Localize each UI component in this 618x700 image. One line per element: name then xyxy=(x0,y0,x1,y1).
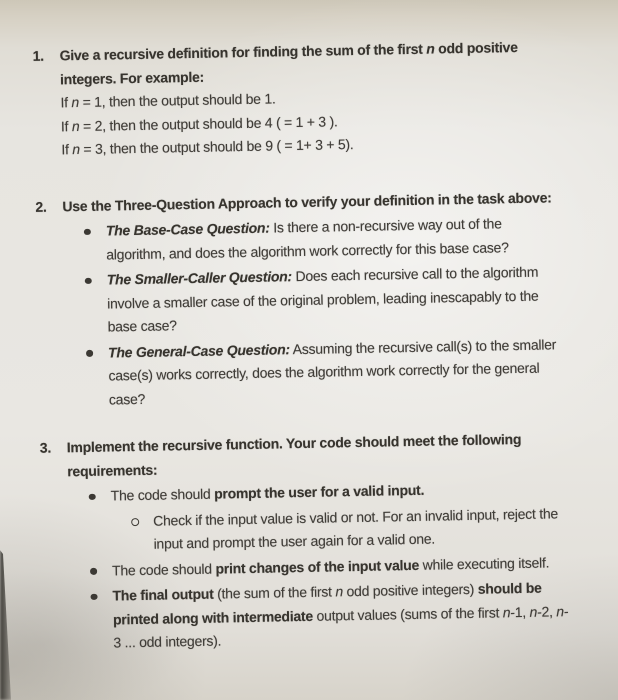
bullet-text: The final output (the sum of the first n odd positive integers) should be printed along with intermediate output values (sums of the first n-1, n-2, n-3 ... odd integers). xyxy=(112,579,569,651)
task-3-content xyxy=(67,427,570,656)
bullet-icon xyxy=(64,269,108,340)
bullet-text: The Base-Case Question: Is there a non-recursive way out of the algorithm, and does the algorithm work correctly for this base case? xyxy=(105,215,509,263)
task-3 xyxy=(40,427,570,656)
task-3-number: 3. xyxy=(39,439,52,456)
sub-bullet-text: Check if the input value is valid or not. For an invalid input, reject the input and prompt the user again for a valid one. xyxy=(153,504,559,552)
filled-circle-icon xyxy=(90,568,97,575)
task-2 xyxy=(35,186,565,413)
bullet-item-smaller-caller xyxy=(64,260,564,340)
bullet-text: The code should prompt the user for a valid input. xyxy=(110,481,425,504)
filled-circle-icon xyxy=(85,277,92,284)
bullet-item-final-output xyxy=(69,576,569,656)
filled-circle-icon xyxy=(89,493,96,500)
task-1-number: 1. xyxy=(32,47,44,64)
task-1 xyxy=(32,35,560,162)
bullet-text: The Smaller-Caller Question: Does each recursive call to the algorithm involve a smaller case of the original problem, leading inescapably to the base case? xyxy=(106,263,539,335)
task-2-heading: Use the Three-Question Approach to verify your definition in the task above: xyxy=(62,188,552,214)
filled-circle-icon xyxy=(84,228,91,235)
bullet-item-general-case xyxy=(65,333,565,413)
paper-edge-shadow xyxy=(0,550,16,700)
bullet-icon xyxy=(69,559,112,583)
open-circle-icon xyxy=(131,517,139,525)
example-line-n2: If n = 2, then the output should be 4 ( = 1 + 3 ). xyxy=(60,112,338,134)
example-line-n1: If n = 1, then the output should be 1. xyxy=(60,90,276,111)
assignment-document xyxy=(32,35,569,656)
bullet-icon xyxy=(63,220,107,268)
task-2-number: 2. xyxy=(35,198,47,215)
task-2-content xyxy=(62,186,565,413)
filled-circle-icon xyxy=(91,593,98,600)
bullet-icon xyxy=(65,341,109,412)
sub-bullet-icon xyxy=(68,509,154,558)
bullet-item-base-case xyxy=(63,211,563,267)
bullet-icon xyxy=(68,485,111,509)
sub-bullet-item-validate-input xyxy=(68,502,568,558)
task-1-content xyxy=(59,35,560,162)
bullet-icon xyxy=(69,584,113,655)
task-3-heading: Implement the recursive function. Your code should meet the following requirements: xyxy=(66,430,522,479)
bullet-text: The code should print changes of the input value while executing itself. xyxy=(111,553,550,578)
task-1-heading: Give a recursive definition for finding the sum of the first n odd positive integers. For example: xyxy=(59,38,518,87)
example-line-n3: If n = 3, then the output should be 9 ( = 1+ 3 + 5). xyxy=(61,136,354,158)
filled-circle-icon xyxy=(86,350,93,357)
bullet-text: The General-Case Question: Assuming the recursive call(s) to the smaller case(s) works correctly, does the algorithm work correctly for the general case? xyxy=(107,335,557,408)
